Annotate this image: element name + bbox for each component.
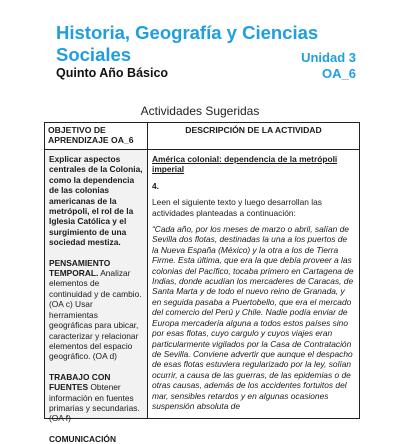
objective-cell bbox=[45, 150, 148, 444]
skill-text: Obtener información en fuentes primarias y secundarias. (OA f) bbox=[49, 382, 140, 424]
table-header-row bbox=[45, 123, 360, 150]
objective-code: OA_6 bbox=[322, 66, 356, 81]
objective-text: Explicar aspectos centrales de la Colonia, como la dependencia de las colonias americanas de la metrópoli, el rol de la Iglesia Católica y el surgimiento de una sociedad mestiza. bbox=[49, 154, 143, 248]
activities-table bbox=[44, 122, 360, 444]
document-title: Historia, Geografía y Ciencias Sociales bbox=[56, 22, 319, 65]
skill-sources bbox=[49, 372, 143, 424]
activity-intro: Leen el siguiente texto y luego desarrollan las actividades planteadas a continuación: bbox=[152, 197, 322, 218]
section-heading: Actividades Sugeridas bbox=[140, 104, 260, 118]
objective-column-header: OBJETIVO DE APRENDIZAJE OA_6 bbox=[45, 123, 148, 150]
activity-quote: “Cada año, por los meses de marzo o abril, salían de Sevilla dos flotas, destinadas la una a los puertos de la Nueva España (México) y la otra a los de Tierra Firme. Esta última, que era la que debía proveer a las colonias del Pacífico, tocaba primero en Cartagena de Indias, donde acudían los mercaderes de Caracas, de Santa Marta y de todo el nuevo reino de Granada, y en seguida pasaba a Puertobello, que era el mercado del comercio del Perú y Chile. Nadie podía enviar de Europa mercadería alguna a todos estos países sino por esas flotas, cuyo cargulo y cuyos viajes eran particularmente vigilados por la Casa de Contratación de Sevilla. Conviene advertir que aunque el despacho de esas flotas estuviera regularizado por la ley, solían ocurrir, a causa de las guerras, de las epidemias o de otras causas, además de los accidentes fortuitos del mar, sensibles retardos y en algunas ocasiones suspensión absoluta de bbox=[152, 224, 354, 411]
activity-title: América colonial: dependencia de la metrópoli imperial bbox=[152, 154, 338, 175]
skill-temporal bbox=[49, 258, 143, 362]
unit-label: Unidad 3 bbox=[301, 50, 356, 65]
skill-heading: TRABAJO CON FUENTES bbox=[49, 371, 111, 393]
skill-heading: PENSAMIENTO TEMPORAL. bbox=[49, 257, 111, 279]
skill-communication bbox=[49, 434, 143, 444]
table-row bbox=[45, 150, 360, 419]
skill-text: Analizar elementos de continuidad y de cambio. (OA c) Usar herramientas geográficas para ubicar, caracterizar y relacionar elementos del espacio geográfico. (OA d) bbox=[49, 268, 142, 362]
activity-number: 4. bbox=[152, 180, 159, 191]
description-column-header: DESCRIPCIÓN DE LA ACTIVIDAD bbox=[148, 123, 360, 150]
description-cell bbox=[148, 150, 360, 419]
skill-heading: COMUNICACIÓN bbox=[49, 433, 116, 444]
grade-label: Quinto Año Básico bbox=[56, 66, 169, 80]
